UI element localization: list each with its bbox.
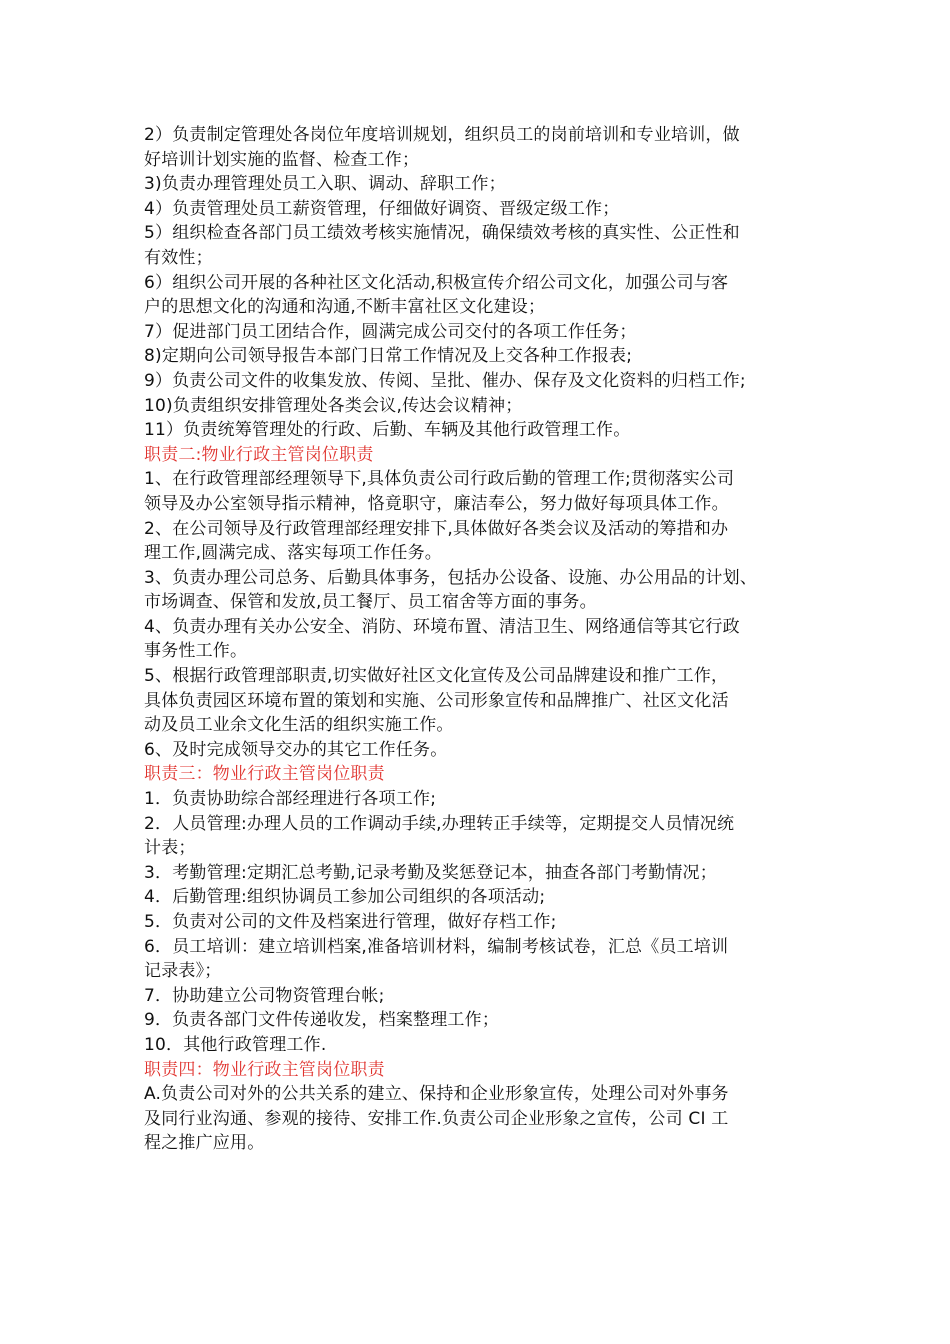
text-line: 3、负责办理公司总务、后勤具体事务，包括办公设备、设施、办公用品的计划、	[144, 567, 758, 588]
text-line: 2）负责制定管理处各岗位年度培训规划，组织员工的岗前培训和专业培训，做	[144, 125, 740, 145]
text-line: 好培训计划实施的监督、检查工作；	[144, 149, 420, 170]
text-line: 记录表》；	[144, 961, 222, 982]
text-line: 动及员工业余文化生活的组织实施工作。	[144, 715, 454, 736]
section-heading: 职责四：物业行政主管岗位职责	[144, 1059, 385, 1080]
text-line: 领导及办公室领导指示精神，恪竟职守，廉洁奉公，努力做好每项具体工作。	[144, 493, 729, 514]
text-line: 3．考勤管理:定期汇总考勤,记录考勤及奖惩登记本，抽查各部门考勤情况；	[144, 862, 717, 883]
text-line: 市场调查、保管和发放,员工餐厅、员工宿舍等方面的事务。	[144, 592, 597, 613]
text-line: 7．协助建立公司物资管理台帐;	[144, 985, 385, 1006]
text-line: 6）组织公司开展的各种社区文化活动,积极宣传介绍公司文化，加强公司与客	[144, 272, 729, 293]
text-line: 10．其他行政管理工作.	[144, 1034, 327, 1055]
text-line: 5）组织检查各部门员工绩效考核实施情况，确保绩效考核的真实性、公正性和	[144, 223, 740, 244]
text-line: 9．负责各部门文件传递收发，档案整理工作；	[144, 1010, 500, 1031]
text-line: 事务性工作。	[144, 641, 248, 662]
section-heading: 职责二:物业行政主管岗位职责	[144, 444, 374, 465]
text-line: 程之推广应用。	[144, 1133, 265, 1154]
text-line: 1．负责协助综合部经理进行各项工作;	[144, 789, 437, 810]
text-line: 6．员工培训：建立培训档案,准备培训材料，编制考核试卷，汇总《员工培训	[144, 936, 729, 957]
text-line: 11）负责统筹管理处的行政、后勤、车辆及其他行政管理工作。	[144, 420, 631, 441]
text-line: 具体负责园区环境布置的策划和实施、公司形象宣传和品牌推广、社区文化活	[144, 690, 729, 711]
text-line: 6、及时完成领导交办的其它工作任务。	[144, 739, 448, 760]
text-line: 2、在公司领导及行政管理部经理安排下,具体做好各类会议及活动的筹措和办	[144, 518, 729, 539]
text-line: 1、在行政管理部经理领导下,具体负责公司行政后勤的管理工作;贯彻落实公司	[144, 469, 735, 490]
text-line: 及同行业沟通、参观的接待、安排工作.负责公司企业形象之宣传，公司 CI 工	[144, 1108, 729, 1129]
text-line: 理工作,圆满完成、落实每项工作任务。	[144, 543, 443, 564]
text-line: 4）负责管理处员工薪资管理，仔细做好调资、晋级定级工作；	[144, 198, 620, 219]
text-line: 4、负责办理有关办公安全、消防、环境布置、清洁卫生、网络通信等其它行政	[144, 616, 740, 637]
text-line: 9）负责公司文件的收集发放、传阅、呈批、催办、保存及文化资料的归档工作;	[144, 370, 746, 391]
document-body	[144, 123, 824, 1156]
text-line: 7）促进部门员工团结合作，圆满完成公司交付的各项工作任务；	[144, 321, 637, 342]
text-line: 计表；	[144, 838, 196, 859]
text-line: 5．负责对公司的文件及档案进行管理，做好存档工作;	[144, 912, 557, 932]
text-line: 4．后勤管理:组织协调员工参加公司组织的各项活动;	[144, 887, 546, 908]
text-line: A.负责公司对外的公共关系的建立、保持和企业形象宣传，处理公司对外事务	[144, 1084, 729, 1105]
text-line: 户的思想文化的沟通和沟通,不断丰富社区文化建设；	[144, 297, 546, 318]
text-line: 2．人员管理:办理人员的工作调动手续,办理转正手续等，定期提交人员情况统	[144, 813, 735, 834]
section-heading: 职责三：物业行政主管岗位职责	[144, 764, 385, 785]
text-line: 10)负责组织安排管理处各类会议,传达会议精神；	[144, 395, 523, 416]
text-line: 5、根据行政管理部职责,切实做好社区文化宣传及公司品牌建设和推广工作，	[144, 666, 729, 687]
text-line: 有效性；	[144, 247, 213, 268]
text-line: 8)定期向公司领导报告本部门日常工作情况及上交各种工作报表;	[144, 346, 633, 367]
text-line: 3)负责办理管理处员工入职、调动、辞职工作；	[144, 174, 506, 195]
